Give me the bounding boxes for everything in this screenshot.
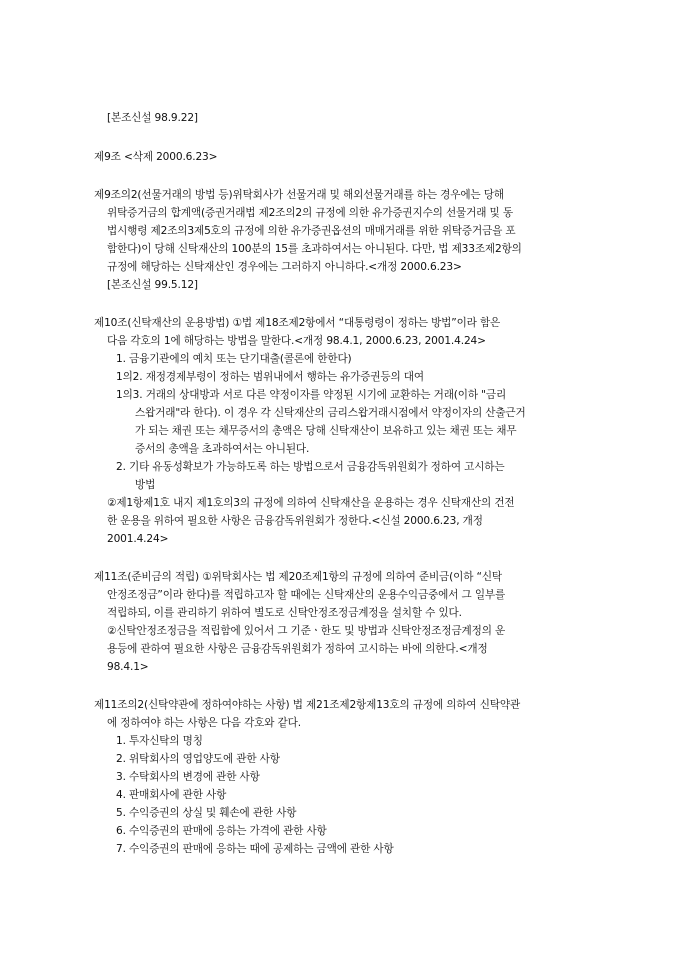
article-11-2-item-2: 2. 위탁회사의 영업양도에 관한 사항 — [116, 753, 280, 765]
article-10-para-2-line-2: 한 운용을 위하여 필요한 사항은 금융감독위원회가 정한다.<신설 2000.6.23, 개정 — [107, 515, 483, 527]
article-10-item-1-2: 1의2. 재정경제부령이 정하는 범위내에서 행하는 유가증권등의 대여 — [116, 371, 424, 383]
article-11-line-2: 안정조정금”이라 한다)를 적립하고자 할 때에는 신탁재산의 운용수익금중에서 그 일부를 — [107, 589, 506, 601]
article-11-2-line-2: 에 정하여야 하는 사항은 다음 각호와 같다. — [107, 717, 301, 729]
article-10-para-2-line-3: 2001.4.24> — [107, 533, 169, 545]
article-11-para-2-line-2: 용등에 관하여 필요한 사항은 금융감독위원회가 정하여 고시하는 바에 의한다.<개정 — [107, 643, 488, 655]
article-9-2-line-2: 위탁증거금의 합계액(증권거래법 제2조의2의 규정에 의한 유가증권지수의 선물거래 및 동 — [107, 207, 513, 219]
article-8-2-note: [본조신설 98.9.22] — [107, 112, 198, 124]
article-11-2-item-5: 5. 수익증권의 상실 및 훼손에 관한 사항 — [116, 807, 297, 819]
article-10-item-1-3-line-3: 가 되는 채권 또는 채무증서의 총액은 당해 신탁재산이 보유하고 있는 채권 또는 채무 — [135, 425, 517, 437]
article-10-item-1-3-line-2: 스왑거래"라 한다). 이 경우 각 신탁재산의 금리스왑거래시점에서 약정이자의 산출근거 — [135, 407, 526, 419]
article-9-2-line-4: 함한다)이 당해 신탁재산의 100분의 15를 초과하여서는 아니된다. 다만, 법 제33조제2항의 — [107, 243, 522, 255]
article-10-item-1-3-line-1: 1의3. 거래의 상대방과 서로 다른 약정이자를 약정된 시기에 교환하는 거래(이하 "금리 — [116, 389, 507, 401]
article-11-para-2-line-1: ②신탁안정조정금을 적립함에 있어서 그 기준ㆍ한도 및 방법과 신탁안정조정금계정의 운 — [107, 625, 506, 637]
article-11-2-line-1: 제11조의2(신탁약관에 정하여야하는 사항) 법 제21조제2항제13호의 규정에 의하여 신탁약관 — [94, 699, 521, 711]
article-9-2-note: [본조신설 99.5.12] — [107, 279, 198, 291]
article-10-item-2-line-1: 2. 기타 유동성확보가 가능하도록 하는 방법으로서 금융감독위원회가 정하여 고시하는 — [116, 461, 505, 473]
article-11-line-1: 제11조(준비금의 적립) ①위탁회사는 법 제20조제1항의 규정에 의하여 준비금(이하 “신탁 — [94, 571, 502, 583]
article-10-item-1-3-line-4: 증서의 총액을 초과하여서는 아니된다. — [135, 443, 310, 455]
article-11-2-item-3: 3. 수탁회사의 변경에 관한 사항 — [116, 771, 260, 783]
article-11-2-item-7: 7. 수익증권의 판매에 응하는 때에 공제하는 금액에 관한 사항 — [116, 843, 394, 855]
article-9-2-line-1: 제9조의2(선물거래의 방법 등)위탁회사가 선물거래 및 해외선물거래를 하는 경우에는 당해 — [94, 189, 504, 201]
article-11-2-item-1: 1. 투자신탁의 명칭 — [116, 735, 203, 747]
article-10-line-1: 제10조(신탁재산의 운용방법) ①법 제18조제2항에서 “대통령령이 정하는 방법”이라 함은 — [94, 317, 501, 329]
article-10-line-2: 다음 각호의 1에 해당하는 방법을 말한다.<개정 98.4.1, 2000.6.23, 2001.4.24> — [107, 335, 486, 347]
article-11-line-3: 적립하되, 이를 관리하기 위하여 별도로 신탁안정조정금계정을 설치할 수 있다. — [107, 607, 462, 619]
article-9-2-line-3: 법시행령 제2조의3제5호의 규정에 의한 유가증권옵션의 매매거래를 위한 위탁증거금을 포 — [107, 225, 516, 237]
article-9-heading: 제9조 <삭제 2000.6.23> — [94, 151, 218, 163]
article-11-2-item-6: 6. 수익증권의 판매에 응하는 가격에 관한 사항 — [116, 825, 327, 837]
article-10-item-1: 1. 금융기관에의 예치 또는 단기대출(콜론에 한한다) — [116, 353, 352, 365]
article-10-para-2-line-1: ②제1항제1호 내지 제1호의3의 규정에 의하여 신탁재산을 운용하는 경우 신탁재산의 건전 — [107, 497, 515, 509]
article-11-para-2-line-3: 98.4.1> — [107, 661, 149, 673]
article-10-item-2-line-2: 방법 — [135, 479, 156, 491]
article-9-2-line-5: 규정에 해당하는 신탁재산인 경우에는 그러하지 아니하다.<개정 2000.6.23> — [107, 261, 462, 273]
article-11-2-item-4: 4. 판매회사에 관한 사항 — [116, 789, 227, 801]
